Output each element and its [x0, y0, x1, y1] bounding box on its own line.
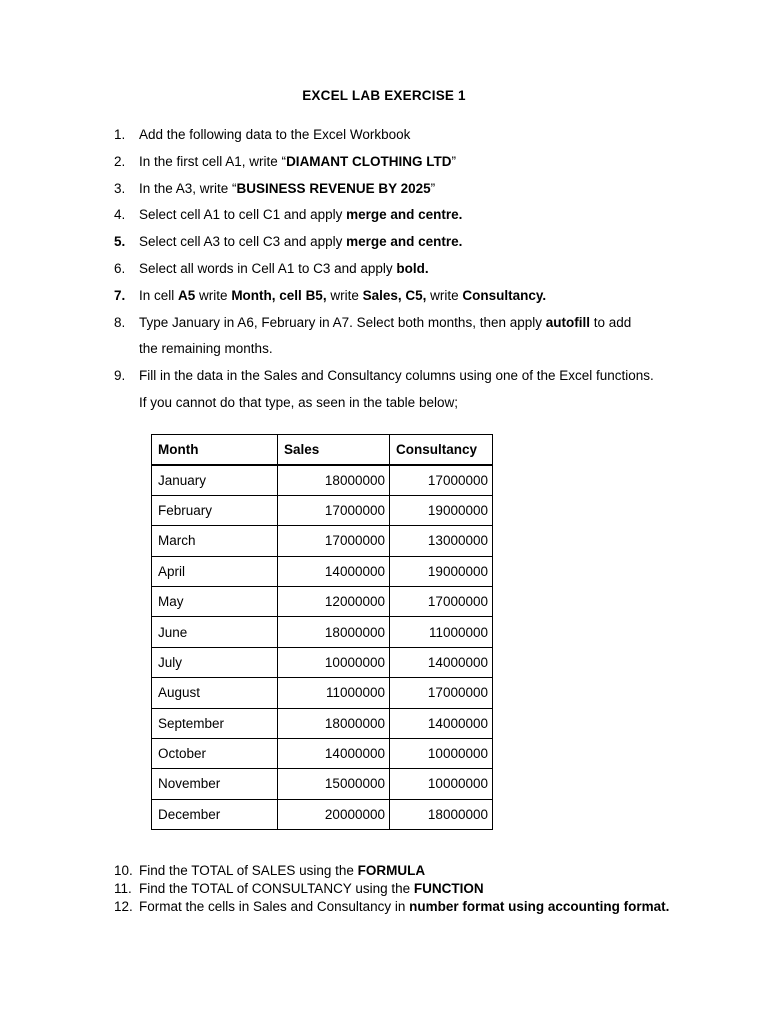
- list-item: [114, 149, 694, 176]
- item-number: 5.: [114, 234, 126, 250]
- revenue-table: [151, 434, 493, 830]
- item-number: 6.: [114, 260, 126, 276]
- item-text-bold: DIAMANT CLOTHING LTD: [286, 153, 452, 169]
- item-text: ”: [451, 153, 457, 169]
- list-item: [114, 310, 694, 364]
- item-text: Select cell A1 to cell C1 and apply: [139, 207, 347, 223]
- item-text-bold: A5: [178, 287, 196, 303]
- table-row: [152, 556, 493, 586]
- item-text-bold: Sales, C5,: [362, 287, 427, 303]
- cell-consultancy: 19000000: [390, 495, 493, 525]
- item-number: 11.: [114, 881, 132, 896]
- cell-sales: 18000000: [278, 708, 390, 738]
- cell-sales: 12000000: [278, 586, 390, 616]
- cell-month: September: [152, 708, 278, 738]
- cell-sales: 17000000: [278, 495, 390, 525]
- cell-month: January: [152, 465, 278, 495]
- cell-month: December: [152, 799, 278, 829]
- cell-month: April: [152, 556, 278, 586]
- cell-sales: 14000000: [278, 556, 390, 586]
- cell-consultancy: 14000000: [390, 708, 493, 738]
- item-text-bold: BUSINESS REVENUE BY 2025: [236, 180, 431, 196]
- cell-consultancy: 19000000: [390, 556, 493, 586]
- cell-sales: 15000000: [278, 769, 390, 799]
- item-number: 7.: [114, 287, 126, 303]
- item-number: 1.: [114, 127, 126, 142]
- cell-consultancy: 17000000: [390, 586, 493, 616]
- item-number: 10.: [114, 863, 133, 878]
- item-text-bold: Consultancy.: [462, 287, 547, 303]
- cell-sales: 10000000: [278, 647, 390, 677]
- table-body: [152, 465, 493, 830]
- item-text: Format the cells in Sales and Consultancy in: [139, 899, 410, 914]
- cell-month: August: [152, 678, 278, 708]
- page-title: EXCEL LAB EXERCISE 1: [302, 88, 466, 103]
- header-month: Month: [152, 435, 278, 465]
- cell-month: June: [152, 617, 278, 647]
- list-item: [114, 880, 674, 898]
- cell-month: July: [152, 647, 278, 677]
- item-text: write: [426, 287, 463, 303]
- cell-sales: 18000000: [278, 465, 390, 495]
- cell-consultancy: 11000000: [390, 617, 493, 647]
- item-text-bold: number format using accounting format.: [409, 899, 670, 914]
- table-row: [152, 647, 493, 677]
- list-item: [114, 229, 694, 256]
- header-consultancy: Consultancy: [390, 435, 493, 465]
- list-item: [114, 363, 694, 417]
- cell-consultancy: 18000000: [390, 799, 493, 829]
- list-item: [114, 898, 674, 916]
- item-text-bold: FORMULA: [357, 863, 426, 878]
- item-text: ”: [430, 180, 436, 196]
- item-number: 3.: [114, 180, 126, 196]
- cell-sales: 17000000: [278, 526, 390, 556]
- instruction-list-continued: [114, 862, 674, 916]
- item-text: Fill in the data in the Sales and Consultancy columns using one of the Excel functions.: [139, 368, 654, 384]
- item-text: In cell: [139, 287, 179, 303]
- table-row: [152, 586, 493, 616]
- table-row: [152, 678, 493, 708]
- item-text: Select cell A3 to cell C3 and apply: [139, 234, 347, 250]
- table-row: [152, 526, 493, 556]
- table-row: [152, 465, 493, 495]
- cell-month: November: [152, 769, 278, 799]
- item-text-continuation: the remaining months.: [139, 341, 273, 357]
- cell-sales: 14000000: [278, 738, 390, 768]
- list-item: [114, 122, 694, 149]
- item-text: Type January in A6, February in A7. Select both months, then apply: [139, 314, 546, 330]
- item-text: In the first cell A1, write “: [139, 153, 287, 169]
- item-number: 2.: [114, 153, 126, 169]
- cell-consultancy: 10000000: [390, 738, 493, 768]
- list-item: [114, 202, 694, 229]
- item-text-continuation: If you cannot do that type, as seen in the table below;: [139, 394, 458, 410]
- item-text: Find the TOTAL of CONSULTANCY using the: [139, 881, 414, 896]
- table-row: [152, 708, 493, 738]
- cell-consultancy: 13000000: [390, 526, 493, 556]
- table-row: [152, 769, 493, 799]
- table-row: [152, 738, 493, 768]
- item-text: write: [195, 287, 232, 303]
- item-text-bold: autofill: [545, 314, 590, 330]
- list-item: [114, 256, 694, 283]
- item-text: Add the following data to the Excel Workbook: [139, 127, 411, 142]
- item-text: to add: [590, 314, 632, 330]
- cell-consultancy: 17000000: [390, 465, 493, 495]
- cell-month: May: [152, 586, 278, 616]
- list-item: [114, 283, 694, 310]
- item-text: Find the TOTAL of SALES using the: [139, 863, 358, 878]
- item-number: 9.: [114, 368, 126, 384]
- cell-sales: 11000000: [278, 678, 390, 708]
- cell-sales: 20000000: [278, 799, 390, 829]
- item-number: 4.: [114, 207, 126, 223]
- item-text: Select all words in Cell A1 to C3 and apply: [139, 260, 397, 276]
- list-item: [114, 862, 674, 880]
- cell-month: March: [152, 526, 278, 556]
- item-text-bold: FUNCTION: [413, 881, 484, 896]
- item-text: In the A3, write “: [139, 180, 237, 196]
- table-header-row: [152, 435, 493, 465]
- item-text-bold: Month, cell B5,: [231, 287, 327, 303]
- cell-month: February: [152, 495, 278, 525]
- cell-consultancy: 14000000: [390, 647, 493, 677]
- cell-month: October: [152, 738, 278, 768]
- instruction-list: [114, 122, 694, 417]
- item-text-bold: merge and centre.: [346, 207, 463, 223]
- item-text-bold: merge and centre.: [346, 234, 463, 250]
- cell-consultancy: 17000000: [390, 678, 493, 708]
- table-row: [152, 617, 493, 647]
- cell-sales: 18000000: [278, 617, 390, 647]
- cell-consultancy: 10000000: [390, 769, 493, 799]
- item-text-bold: bold.: [396, 260, 429, 276]
- table-row: [152, 799, 493, 829]
- list-item: [114, 176, 694, 203]
- item-number: 8.: [114, 314, 126, 330]
- header-sales: Sales: [278, 435, 390, 465]
- table-row: [152, 495, 493, 525]
- item-number: 12.: [114, 899, 133, 914]
- item-text: write: [326, 287, 363, 303]
